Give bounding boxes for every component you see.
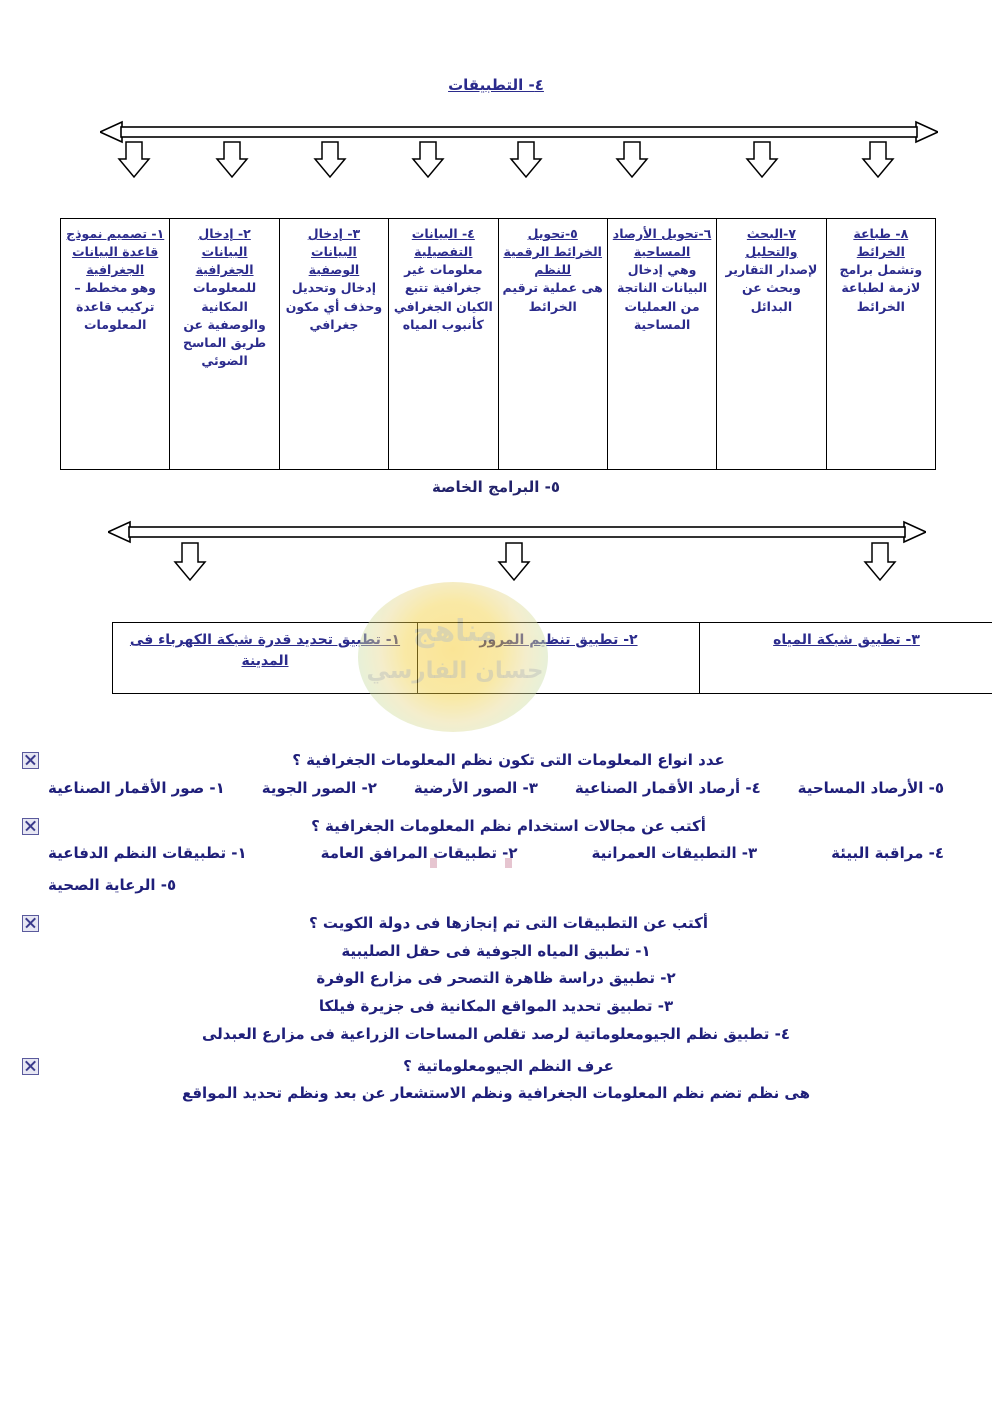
special-programs-down-arrows [108, 540, 926, 582]
app-box-6-body: وهي إدخال البيانات الناتجة من العمليات المساحية [616, 262, 708, 332]
answer-1-item-3: ٣- الصور الأرضية [413, 778, 538, 797]
app-box-8-head: ٨- طباعة الخرائط [853, 226, 909, 260]
down-arrows-icon [108, 540, 926, 582]
app-box-3-head: ٣- إدخال البيانات الوصفية [307, 226, 361, 278]
app-box-3-body: إدخال وتحديل وحذف أي مكون جغرافي [285, 280, 383, 332]
answer-2 [22, 840, 970, 900]
watermark-line2: حسان الفارسي [366, 658, 544, 684]
answer-3-item-2: ٢- تطبيق دراسة ظاهرة التصحر فى مزارع الوفرة [316, 969, 676, 988]
question-2-text: أكتب عن مجالات استخدام نظم المعلومات الجغرافية ؟ [311, 816, 706, 835]
app-box-5-head: ٥-تحويل الخرائط الرقمية للنظم [503, 226, 602, 278]
answer-1-item-4: ٤- أرصاد الأقمار الصناعية [574, 778, 761, 797]
questions-answers-block [22, 745, 970, 1108]
answer-2-item-3: ٣- التطبيقات العمرانية [591, 844, 758, 863]
question-4 [22, 1053, 970, 1081]
question-3 [22, 910, 970, 938]
app-box-3 [279, 219, 388, 470]
app-box-7 [717, 219, 826, 470]
applications-table [60, 218, 936, 470]
answer-2-item-4: ٤- مراقبة البيئة [831, 844, 944, 863]
applications-down-arrows [100, 140, 938, 180]
answer-2-item-1: ١- تطبيقات النظم الدفاعية [48, 844, 247, 863]
answer-4-item-1: هى نظم تضم نظم المعلومات الجغرافية ونظم الاستشعار عن بعد ونظم تحديد المواقع [181, 1084, 810, 1103]
app-box-6 [607, 219, 716, 470]
answer-3-item-1: ١- تطبيق المياه الجوفية فى حقل الصليبية [341, 941, 651, 960]
down-arrows-icon [100, 140, 938, 180]
app-box-2-body: للمعلومات المكانية والوصفية عن طريق الماسح الضوئي [182, 280, 267, 368]
app-box-4-head: ٤- البيانات التفصيلية [411, 226, 475, 260]
app-box-8 [826, 219, 935, 470]
answer-2-item-5: ٥- الرعاية الصحية [48, 876, 177, 894]
answer-1-item-2: ٢- الصور الجوية [261, 778, 377, 797]
app-box-1-body: وهو مخطط – تركيب قاعدة المعلومات [74, 280, 156, 332]
section-applications-title: ٤- التطبيقات [448, 76, 544, 94]
watermark-line1: مناهج [412, 614, 498, 649]
program-box-1: ١- تطبيق تحديد قدرة شبكة الكهرباء فى المدينة [113, 623, 418, 694]
answer-2-item-2: ٢- تطبيقات المرافق العامة [320, 844, 518, 863]
question-bullet-icon [22, 915, 39, 932]
answer-3-item-4: ٤- تطبيق نظم الجيومعلوماتية لرصد تقلص المساحات الزراعية فى مزارع العبدلى [202, 1024, 790, 1043]
question-bullet-icon [22, 1058, 39, 1075]
table-row [61, 219, 936, 470]
answer-3-item-3: ٣- تطبيق تحديد المواقع المكانية فى جزيرة فيلكا [318, 997, 674, 1015]
app-box-6-head: ٦-تحويل الأرصاد المساحية [612, 226, 712, 260]
table-row [113, 623, 992, 694]
question-1-text: عدد انواع المعلومات التى تكون نظم المعلومات الجغرافية ؟ [292, 751, 725, 769]
section-special-programs-title: ٥- البرامج الخاصة [431, 478, 561, 496]
answer-1 [22, 775, 970, 803]
program-box-3: ٣- تطبيق شبكة المياه [700, 623, 992, 694]
special-programs-table [112, 622, 992, 694]
app-box-7-body: لإصدار التقارير وبحث عن البدائل [725, 262, 818, 314]
app-box-4-body: معلومات غير جغرافية تتبع الكيان الجغرافي كأنبوب المياه [393, 262, 493, 332]
app-box-2 [170, 219, 279, 470]
question-3-text: أكتب عن التطبيقات التى تم إنجازها فى دولة الكويت ؟ [308, 913, 709, 932]
answer-1-item-1: ١- صور الأقمار الصناعية [48, 778, 225, 797]
app-box-5-body: هى عملية ترقيم الخرائط [502, 280, 603, 314]
question-bullet-icon [22, 752, 39, 769]
app-box-8-body: وتشمل برامج لازمة لطباعة الخرائط [839, 262, 923, 314]
program-box-2: ٢- تطبيق تنظيم المرور [418, 623, 700, 694]
app-box-1 [61, 219, 170, 470]
app-box-5 [498, 219, 607, 470]
app-box-1-head: ١- تصميم نموذج قاعدة البيانات الجغرافية [66, 226, 165, 278]
app-box-7-head: ٧-البحث والتحليل [745, 226, 798, 260]
app-box-2-head: ٢- إدخال البيانات الجغرافية [195, 226, 254, 278]
app-box-4 [389, 219, 498, 470]
question-2 [22, 813, 970, 841]
question-4-text: عرف النظم الجيومعلوماتية ؟ [403, 1056, 614, 1075]
question-bullet-icon [22, 818, 39, 835]
answer-1-item-5: ٥- الأرصاد المساحية [797, 778, 944, 797]
question-1 [22, 747, 970, 775]
